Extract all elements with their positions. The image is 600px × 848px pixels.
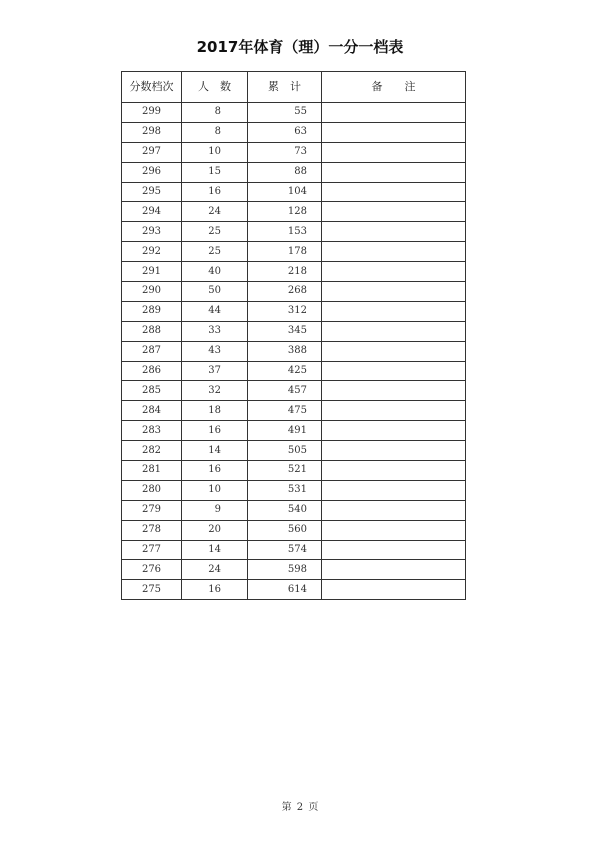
- table-row: [122, 500, 466, 520]
- note-cell: [322, 142, 466, 162]
- cumulative-cell: 598: [248, 560, 322, 580]
- table-row: [122, 282, 466, 302]
- note-cell: [322, 580, 466, 600]
- table-body: [122, 103, 466, 600]
- count-cell: 44: [182, 301, 248, 321]
- count-cell: 9: [182, 500, 248, 520]
- score-cell: 299: [122, 103, 182, 123]
- cumulative-cell: 457: [248, 381, 322, 401]
- count-cell: 15: [182, 162, 248, 182]
- note-cell: [322, 500, 466, 520]
- cumulative-cell: 312: [248, 301, 322, 321]
- score-cell: 288: [122, 321, 182, 341]
- score-cell: 285: [122, 381, 182, 401]
- note-cell: [322, 401, 466, 421]
- score-cell: 295: [122, 182, 182, 202]
- note-cell: [322, 262, 466, 282]
- table-row: [122, 122, 466, 142]
- cumulative-cell: 153: [248, 222, 322, 242]
- note-cell: [322, 381, 466, 401]
- note-cell: [322, 242, 466, 262]
- note-cell: [322, 480, 466, 500]
- note-cell: [322, 122, 466, 142]
- note-cell: [322, 461, 466, 481]
- count-cell: 25: [182, 242, 248, 262]
- score-distribution-table: [121, 71, 466, 600]
- table-row: [122, 142, 466, 162]
- note-cell: [322, 182, 466, 202]
- table-row: [122, 441, 466, 461]
- cumulative-cell: 104: [248, 182, 322, 202]
- count-cell: 25: [182, 222, 248, 242]
- table-row: [122, 222, 466, 242]
- table-row: [122, 162, 466, 182]
- count-cell: 43: [182, 341, 248, 361]
- score-cell: 291: [122, 262, 182, 282]
- note-cell: [322, 441, 466, 461]
- page-number: 第 2 页: [281, 802, 319, 813]
- score-cell: 294: [122, 202, 182, 222]
- cumulative-cell: 88: [248, 162, 322, 182]
- table-row: [122, 520, 466, 540]
- score-cell: 277: [122, 540, 182, 560]
- cumulative-cell: 63: [248, 122, 322, 142]
- table-row: [122, 560, 466, 580]
- count-cell: 33: [182, 321, 248, 341]
- table-row: [122, 182, 466, 202]
- header-notes: 备 注: [322, 72, 466, 103]
- score-cell: 298: [122, 122, 182, 142]
- table-row: [122, 242, 466, 262]
- count-cell: 37: [182, 361, 248, 381]
- score-cell: 280: [122, 480, 182, 500]
- note-cell: [322, 202, 466, 222]
- score-cell: 287: [122, 341, 182, 361]
- cumulative-cell: 268: [248, 282, 322, 302]
- cumulative-cell: 425: [248, 361, 322, 381]
- note-cell: [322, 301, 466, 321]
- score-cell: 292: [122, 242, 182, 262]
- cumulative-cell: 574: [248, 540, 322, 560]
- score-cell: 296: [122, 162, 182, 182]
- table-row: [122, 321, 466, 341]
- score-cell: 286: [122, 361, 182, 381]
- score-cell: 275: [122, 580, 182, 600]
- cumulative-cell: 218: [248, 262, 322, 282]
- note-cell: [322, 162, 466, 182]
- table-row: [122, 301, 466, 321]
- table-row: [122, 103, 466, 123]
- cumulative-cell: 540: [248, 500, 322, 520]
- count-cell: 40: [182, 262, 248, 282]
- cumulative-cell: 614: [248, 580, 322, 600]
- count-cell: 24: [182, 202, 248, 222]
- note-cell: [322, 321, 466, 341]
- table-row: [122, 421, 466, 441]
- cumulative-cell: 505: [248, 441, 322, 461]
- count-cell: 32: [182, 381, 248, 401]
- table-row: [122, 480, 466, 500]
- cumulative-cell: 73: [248, 142, 322, 162]
- score-cell: 276: [122, 560, 182, 580]
- table-row: [122, 540, 466, 560]
- score-cell: 289: [122, 301, 182, 321]
- cumulative-cell: 128: [248, 202, 322, 222]
- cumulative-cell: 345: [248, 321, 322, 341]
- count-cell: 20: [182, 520, 248, 540]
- table-row: [122, 202, 466, 222]
- count-cell: 16: [182, 421, 248, 441]
- score-cell: 282: [122, 441, 182, 461]
- count-cell: 50: [182, 282, 248, 302]
- score-cell: 281: [122, 461, 182, 481]
- note-cell: [322, 421, 466, 441]
- note-cell: [322, 103, 466, 123]
- count-cell: 8: [182, 103, 248, 123]
- score-cell: 293: [122, 222, 182, 242]
- cumulative-cell: 521: [248, 461, 322, 481]
- count-cell: 24: [182, 560, 248, 580]
- count-cell: 16: [182, 580, 248, 600]
- note-cell: [322, 222, 466, 242]
- table-row: [122, 341, 466, 361]
- cumulative-cell: 475: [248, 401, 322, 421]
- cumulative-cell: 388: [248, 341, 322, 361]
- table-row: [122, 580, 466, 600]
- score-cell: 283: [122, 421, 182, 441]
- page-title: 2017年体育（理）一分一档表: [196, 38, 404, 56]
- cumulative-cell: 55: [248, 103, 322, 123]
- table-row: [122, 461, 466, 481]
- count-cell: 10: [182, 480, 248, 500]
- cumulative-cell: 178: [248, 242, 322, 262]
- note-cell: [322, 520, 466, 540]
- score-cell: 279: [122, 500, 182, 520]
- score-cell: 278: [122, 520, 182, 540]
- header-cumulative: 累 计: [248, 72, 322, 103]
- count-cell: 16: [182, 182, 248, 202]
- table-row: [122, 262, 466, 282]
- header-score-level: 分数档次: [122, 72, 182, 103]
- count-cell: 14: [182, 540, 248, 560]
- count-cell: 8: [182, 122, 248, 142]
- count-cell: 14: [182, 441, 248, 461]
- count-cell: 10: [182, 142, 248, 162]
- table-row: [122, 401, 466, 421]
- cumulative-cell: 531: [248, 480, 322, 500]
- table-row: [122, 361, 466, 381]
- note-cell: [322, 361, 466, 381]
- count-cell: 16: [182, 461, 248, 481]
- cumulative-cell: 491: [248, 421, 322, 441]
- note-cell: [322, 540, 466, 560]
- score-cell: 284: [122, 401, 182, 421]
- score-cell: 297: [122, 142, 182, 162]
- score-cell: 290: [122, 282, 182, 302]
- cumulative-cell: 560: [248, 520, 322, 540]
- count-cell: 18: [182, 401, 248, 421]
- table-row: [122, 381, 466, 401]
- note-cell: [322, 341, 466, 361]
- note-cell: [322, 282, 466, 302]
- header-count: 人 数: [182, 72, 248, 103]
- table-header-row: [122, 72, 466, 103]
- note-cell: [322, 560, 466, 580]
